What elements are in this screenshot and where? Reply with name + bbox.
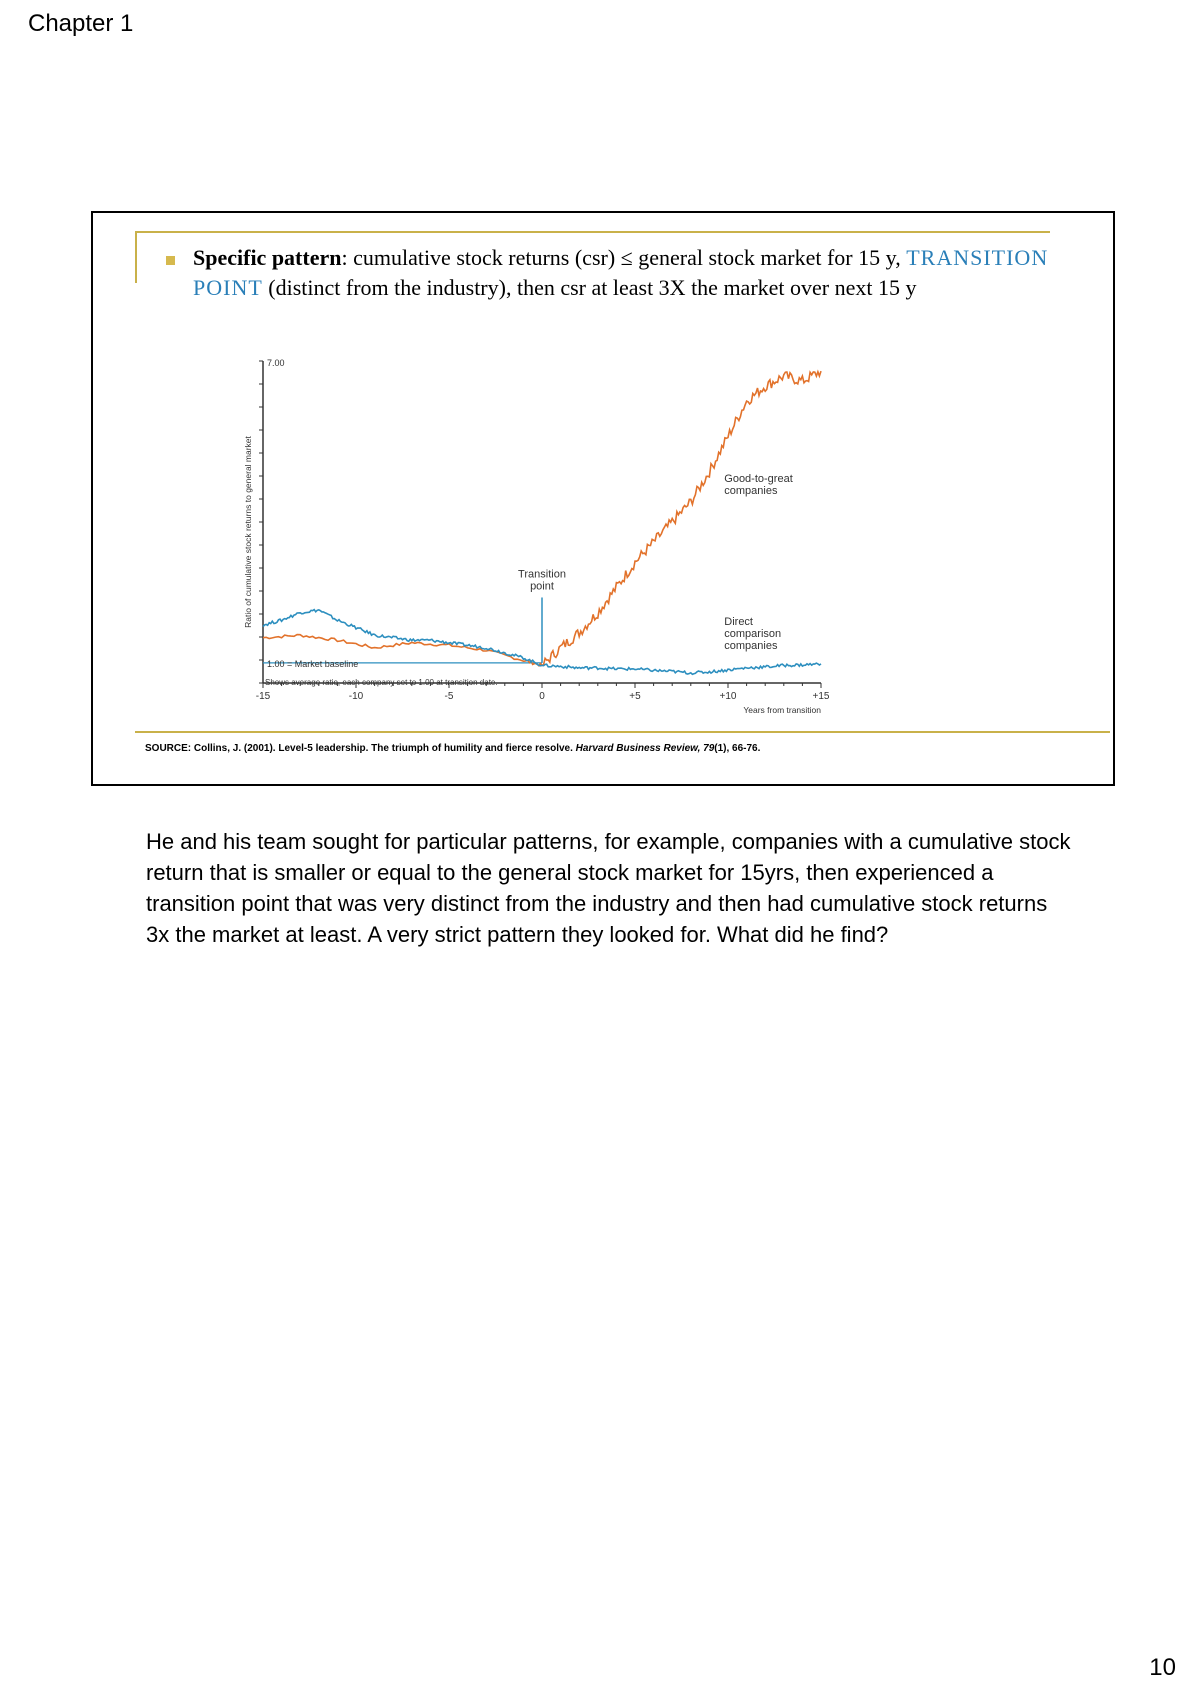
y-top-label: 7.00 [267, 358, 285, 368]
body-paragraph: He and his team sought for particular patterns, for example, companies with a cumulative stock return that is smaller or equal to the general stock market for 15yrs, then experienced a transition point that was very distinct from the industry and then had cumulative stock returns 3x the market at least. A very strict pattern they looked for. What did he find? [146, 829, 1071, 947]
x-tick-label: -10 [348, 691, 364, 702]
series-label: companies [724, 640, 778, 653]
slide-top-rule [135, 231, 1050, 233]
bullet-text-part2: (distinct from the industry), then csr at least 3X the market over next 15 y [262, 275, 917, 300]
x-tick-label: +15 [812, 691, 830, 702]
series-label: Direct [724, 616, 754, 629]
transition-point-highlight: TRANSITION POINT [193, 245, 1049, 300]
x-tick-label: -15 [255, 691, 271, 702]
transition-annotation: point [530, 580, 554, 593]
source-prefix: SOURCE: Collins, J. (2001). Level-5 leadership. The triumph of humility and fierce resolve. [145, 743, 576, 754]
series-label: Good-to-great [724, 472, 793, 485]
source-citation [145, 743, 760, 754]
transition-annotation: Transition [518, 568, 566, 581]
slide-bottom-rule [135, 731, 1110, 733]
stock-return-chart [233, 353, 953, 733]
bullet-square-icon [166, 256, 175, 265]
source-journal: Harvard Business Review, 79 [575, 743, 715, 754]
x-tick-label: -5 [444, 691, 454, 702]
baseline-label: 1.00 = Market baseline [267, 658, 359, 669]
page-number: 10 [1149, 1654, 1176, 1681]
copyright-line-1: Copyright © 2005 Harvard Business School [931, 530, 943, 733]
bullet-text-part1: : cumulative stock returns (csr) ≤ general stock market for 15 y, [341, 245, 907, 270]
series-label: comparison [724, 628, 782, 641]
chart-note: Shows average ratio, each company set to 1.00 at transition date. [265, 677, 498, 687]
x-tick-label: 0 [539, 691, 545, 702]
slide-bullet [193, 243, 1053, 303]
slide-frame [91, 211, 1115, 786]
chapter-label: Chapter 1 [28, 10, 134, 37]
source-suffix: (1), 66-76. [714, 743, 761, 754]
x-axis-label: Years from transition [743, 705, 821, 715]
copyright-line-2: Publishing Corporation. All rights reserved. [944, 534, 956, 733]
series-label: companies [724, 484, 778, 497]
slide-left-rule [135, 231, 137, 283]
x-tick-label: +10 [719, 691, 737, 702]
y-axis-label: Ratio of cumulative stock returns to general market [243, 436, 253, 628]
x-tick-label: +5 [629, 691, 641, 702]
bullet-bold-term: Specific pattern [193, 245, 342, 270]
